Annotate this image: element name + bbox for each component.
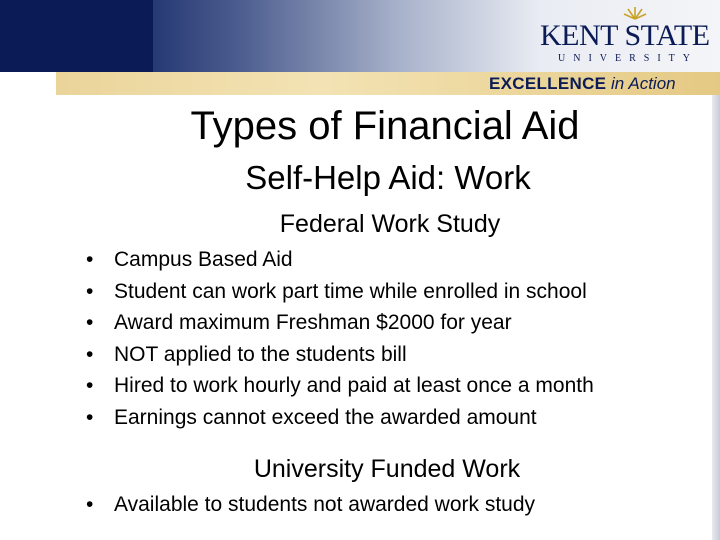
header-left-strip [0,72,56,95]
list-item-text: Campus Based Aid [114,248,293,271]
tagline-italic: in Action [611,74,676,93]
header-navy-block [0,0,153,72]
list-item [86,370,594,402]
list-item-text: Hired to work hourly and paid at least once a month [114,374,594,397]
bullet-icon: • [86,248,94,271]
list-item-text: NOT applied to the students bill [114,342,407,366]
slide-title: Types of Financial Aid [190,104,580,148]
logo-name: KENT STATE [540,19,710,52]
kent-state-logo [540,6,718,70]
logo-university: UNIVERSITY [558,53,698,64]
list-item-text: Available to students not awarded work study [114,493,536,516]
list-item [86,244,594,276]
tagline-bold: EXCELLENCE [489,74,607,93]
section-heading-university-funded-work: University Funded Work [253,455,521,483]
list-item [86,307,594,339]
list-item-text: Earnings cannot exceed the awarded amount [114,405,537,429]
section-heading-federal-work-study: Federal Work Study [279,210,501,238]
tagline [489,74,676,94]
list-item [86,339,594,371]
bullet-icon: • [86,311,94,334]
bullet-icon: • [86,493,94,516]
slide-subtitle: Self-Help Aid: Work [245,159,531,196]
list-item [86,276,594,308]
list-item [86,489,535,521]
federal-work-study-list [86,244,594,433]
bullet-icon: • [86,279,94,303]
list-item-text: Student can work part time while enrolled in school [114,279,587,303]
university-funded-work-list [86,489,535,521]
bullet-icon: • [86,405,94,429]
list-item-text: Award maximum Freshman $2000 for year [114,311,512,334]
list-item [86,402,594,434]
bullet-icon: • [86,342,94,366]
sunburst-icon [622,6,648,20]
bullet-icon: • [86,374,94,397]
